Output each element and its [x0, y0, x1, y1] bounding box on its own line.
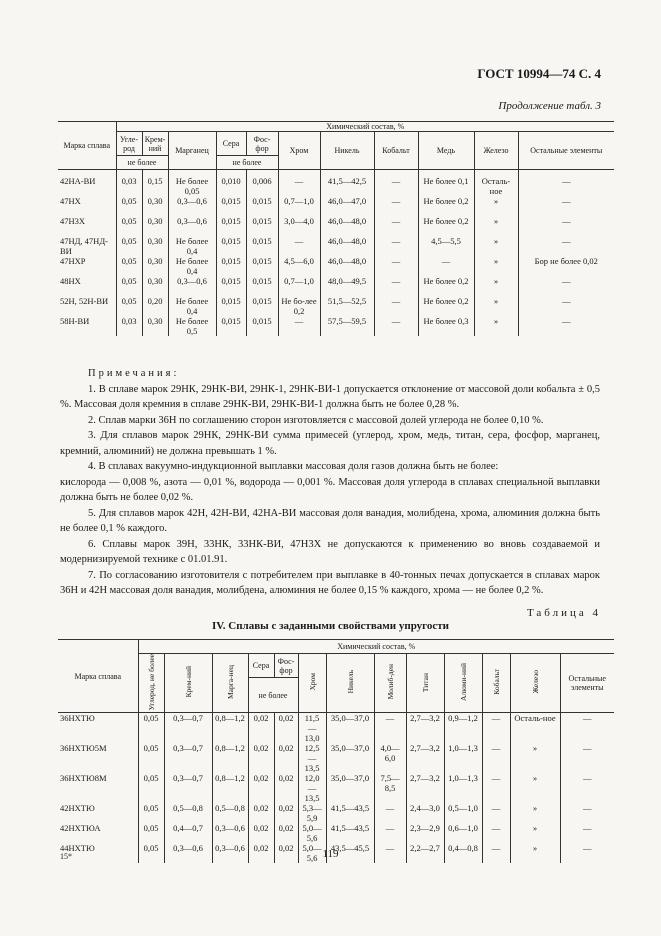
t3-header-chem: Химический состав, % [116, 122, 614, 132]
t4-cell: 0,05 [138, 773, 164, 803]
t4-cell: — [482, 823, 510, 843]
t4-cell: — [482, 713, 510, 744]
t3-cell: 0,015 [216, 316, 246, 336]
t4-header-max: не более [248, 678, 298, 713]
t4-cell: 0,02 [248, 743, 274, 773]
note-7: 7. По согласованию изготовителя с потребителем при выплавке в 40-тонных печах допускается в сплавах марок 36Н и 42Н массовая доля ванадия, молибдена, алюминия не более 0,15 % каждого, хрома — не более 0,2 %. [60, 569, 600, 596]
t3-cell: — [374, 296, 418, 316]
footer-signature-mark: 15* [60, 852, 72, 861]
t3-cell: 4,5—5,5 [418, 236, 474, 256]
t4-cell: — [560, 773, 614, 803]
t3-cell: 0,03 [116, 316, 142, 336]
t3-cell: 46,0—48,0 [320, 256, 374, 276]
t4-cell: 36НХТЮ5М [58, 743, 138, 773]
t4-cell: — [560, 823, 614, 843]
t3-cell: 0,30 [142, 276, 168, 296]
t3-header-sulfur: Сера [216, 132, 246, 156]
t3-cell: — [418, 256, 474, 276]
t4-cell: Осталь-ное [510, 713, 560, 744]
t3-cell: 0,05 [116, 296, 142, 316]
note-2: 2. Сплав марки 36Н по соглашению сторон изготовляется с массовой долей углерода не более 0,10 %. [88, 414, 544, 426]
t4-cell: 0,3—0,6 [164, 843, 212, 863]
t4-cell: 0,05 [138, 743, 164, 773]
t3-cell: — [374, 170, 418, 197]
page-number: 119 [322, 848, 339, 860]
t3-header-nickel: Никель [320, 132, 374, 170]
t3-cell: 0,015 [216, 216, 246, 236]
t4-header-cobalt: Кобальт [491, 669, 501, 696]
t3-cell: 0,05 [116, 216, 142, 236]
t3-cell: 0,3—0,6 [168, 276, 216, 296]
t4-cell: 0,02 [248, 803, 274, 823]
t3-cell: — [518, 236, 614, 256]
t4-header-sulfur: Сера [248, 654, 274, 678]
t3-cell: » [474, 276, 518, 296]
t3-cell: 0,30 [142, 256, 168, 276]
t4-cell: 0,3—0,7 [164, 773, 212, 803]
t3-cell: » [474, 196, 518, 216]
document-header: ГОСТ 10994—74 С. 4 [477, 66, 601, 81]
t3-cell: Не бо-лее 0,2 [278, 296, 320, 316]
t3-cell: — [278, 236, 320, 256]
t3-header-mark: Марка сплава [58, 122, 116, 170]
note-5: 5. Для сплавов марок 42Н, 42Н-ВИ, 42НА-ВИ массовая доля ванадия, молибдена, хрома, алюминия должна быть не более 0,1 % каждого. [60, 507, 600, 534]
t4-cell: 0,5—0,8 [164, 803, 212, 823]
t3-cell: 0,30 [142, 236, 168, 256]
t3-cell: 0,015 [216, 296, 246, 316]
t3-cell: 0,05 [116, 236, 142, 256]
t4-cell: — [482, 803, 510, 823]
t3-cell: Осталь-ное [474, 170, 518, 197]
t3-cell: 0,3—0,6 [168, 196, 216, 216]
t3-cell: 47Н3Х [58, 216, 116, 236]
t4-header-mark: Марка сплава [58, 640, 138, 713]
table-continuation-label: Продолжение табл. 3 [498, 100, 601, 112]
t4-cell: 0,02 [248, 773, 274, 803]
t4-header-chem: Химический состав, % [138, 640, 614, 654]
t3-cell: 0,7—1,0 [278, 276, 320, 296]
t3-cell: — [518, 216, 614, 236]
t3-cell: » [474, 316, 518, 336]
t4-row [58, 773, 614, 803]
t3-header-cobalt: Кобальт [374, 132, 418, 170]
t4-cell: 5,0—5,6 [298, 823, 326, 843]
note-4b: кислорода — 0,008 %, азота — 0,01 %, водорода — 0,001 %. Массовая доля углерода в сплавах специальной выплавки должна быть не более 0,02 %. [60, 476, 600, 503]
t4-header-nickel: Никель [345, 670, 355, 694]
t4-cell: » [510, 843, 560, 863]
t3-cell: Не более 0,4 [168, 256, 216, 276]
t3-cell: » [474, 236, 518, 256]
t4-header-aluminium: Алюми-ний [458, 663, 468, 702]
t3-cell: 4,5—6,0 [278, 256, 320, 276]
t3-cell: Не более 0,05 [168, 170, 216, 197]
t3-cell: Не более 0,2 [418, 296, 474, 316]
t3-cell: 3,0—4,0 [278, 216, 320, 236]
t3-cell: — [374, 236, 418, 256]
t3-row [58, 216, 614, 236]
t3-header-silicon: Крем-ний [142, 132, 168, 156]
note-1: 1. В сплаве марок 29НК, 29НК-ВИ, 29НК-1, 29НК-ВИ-1 допускается отклонение от массовой доли кобальта ± 0,5 %. Массовая доля кремния в сплаве 29НК-ВИ, 29НК-ВИ-1 должна быть не более 0,28 %. [60, 383, 600, 410]
t4-cell: — [560, 713, 614, 744]
t4-cell: 42НХТЮ [58, 803, 138, 823]
t3-cell: 41,5—42,5 [320, 170, 374, 197]
t3-cell: 0,15 [142, 170, 168, 197]
t4-cell: — [560, 803, 614, 823]
t3-cell: 46,0—48,0 [320, 236, 374, 256]
section-title: IV. Сплавы с заданными свойствами упругости [211, 620, 450, 632]
t4-cell: — [374, 843, 406, 863]
t4-cell: 5,3—5,9 [298, 803, 326, 823]
t4-cell: 36НХТЮ8М [58, 773, 138, 803]
t4-header-rest: Остальные элементы [560, 654, 614, 713]
t3-cell: Не более 0,4 [168, 296, 216, 316]
t4-header-chromium: Хром [307, 673, 317, 691]
t3-row [58, 196, 614, 216]
t4-header-iron: Железо [530, 670, 540, 694]
t4-cell: — [482, 773, 510, 803]
t3-row [58, 296, 614, 316]
t3-cell: Не более 0,5 [168, 316, 216, 336]
t4-header-silicon: Крем-ний [183, 666, 193, 698]
t3-cell: Не более 0,3 [418, 316, 474, 336]
t3-row [58, 316, 614, 336]
t3-cell: — [278, 316, 320, 336]
t4-cell: 0,3—0,7 [164, 713, 212, 744]
t4-cell: 0,8—1,2 [212, 773, 248, 803]
t4-cell: » [510, 773, 560, 803]
t3-header-max-1: не более [116, 156, 168, 170]
t3-cell: Не более 0,2 [418, 276, 474, 296]
t4-cell: — [560, 743, 614, 773]
t3-cell: 47НД, 47НД-ВИ [58, 236, 116, 256]
t3-cell: 0,015 [246, 316, 278, 336]
t4-cell: 0,02 [248, 843, 274, 863]
t4-cell: 5,0—5,6 [298, 843, 326, 863]
t4-cell: 0,05 [138, 713, 164, 744]
t4-cell: 0,05 [138, 823, 164, 843]
t3-row [58, 276, 614, 296]
t3-cell: 47НХ [58, 196, 116, 216]
t4-row [58, 823, 614, 843]
t3-cell: — [374, 196, 418, 216]
t3-cell: — [278, 170, 320, 197]
t4-cell: 0,05 [138, 803, 164, 823]
t3-cell: 46,0—48,0 [320, 216, 374, 236]
t4-cell: 0,02 [274, 773, 298, 803]
t3-cell: — [518, 170, 614, 197]
t3-cell: 48,0—49,5 [320, 276, 374, 296]
t4-header-molybdenum: Молиб-ден [385, 664, 395, 700]
t4-cell: 41,5—43,5 [326, 803, 374, 823]
t3-cell: 0,006 [246, 170, 278, 197]
t4-cell: 36НХТЮ [58, 713, 138, 744]
t3-cell: 47НХР [58, 256, 116, 276]
t3-cell: 0,015 [246, 276, 278, 296]
t3-cell: 0,7—1,0 [278, 196, 320, 216]
t4-cell: 2,7—3,2 [406, 743, 444, 773]
t3-cell: — [374, 256, 418, 276]
t3-cell: — [518, 196, 614, 216]
t3-cell: 0,30 [142, 316, 168, 336]
t3-header-iron: Железо [474, 132, 518, 170]
t3-row [58, 256, 614, 276]
t3-cell: Бор не более 0,02 [518, 256, 614, 276]
t4-cell: 0,8—1,2 [212, 713, 248, 744]
t4-cell: 0,9—1,2 [444, 713, 482, 744]
t3-cell: Не более 0,1 [418, 170, 474, 197]
t4-cell: 0,8—1,2 [212, 743, 248, 773]
t4-cell: » [510, 743, 560, 773]
t4-cell: 1,0—1,3 [444, 743, 482, 773]
t3-cell: Не более 0,2 [418, 196, 474, 216]
t3-cell: » [474, 216, 518, 236]
t3-cell: 58Н-ВИ [58, 316, 116, 336]
t3-cell: 0,03 [116, 170, 142, 197]
t4-cell: 0,02 [274, 713, 298, 744]
t3-header-phosphorus: Фос-фор [246, 132, 278, 156]
t4-cell: 35,0—37,0 [326, 773, 374, 803]
t3-cell: 0,30 [142, 216, 168, 236]
t4-cell: 12,0—13,5 [298, 773, 326, 803]
t3-cell: 0,015 [246, 296, 278, 316]
t4-cell: 2,2—2,7 [406, 843, 444, 863]
t4-header-titanium: Титан [420, 672, 430, 692]
t3-cell: 0,05 [116, 256, 142, 276]
t3-cell: 0,015 [216, 196, 246, 216]
t3-cell: 0,20 [142, 296, 168, 316]
notes-title: Примечания: [88, 368, 180, 379]
t3-cell: 52Н, 52Н-ВИ [58, 296, 116, 316]
t4-cell: » [510, 823, 560, 843]
t3-header-max-2: не более [216, 156, 278, 170]
t4-cell: — [374, 823, 406, 843]
t3-row [58, 170, 614, 197]
t4-cell: 0,3—0,6 [212, 823, 248, 843]
t4-cell: 35,0—37,0 [326, 713, 374, 744]
t4-cell: 43,5—45,5 [326, 843, 374, 863]
t4-cell: 0,5—0,8 [212, 803, 248, 823]
t3-cell: — [518, 296, 614, 316]
t4-cell: 0,02 [274, 803, 298, 823]
t4-cell: 4,0—6,0 [374, 743, 406, 773]
t4-cell: — [560, 843, 614, 863]
t3-cell: 48НХ [58, 276, 116, 296]
t3-cell: 0,015 [246, 236, 278, 256]
t4-header-phosphorus: Фос-фор [274, 654, 298, 678]
note-6: 6. Сплавы марок 39Н, 33НК, 33НК-ВИ, 47Н3Х не допускаются к применению во вновь создаваемой и модернизируемой технике с 01.01.91. [60, 538, 600, 565]
t3-cell: 0,015 [246, 256, 278, 276]
t3-cell: 42НА-ВИ [58, 170, 116, 197]
table-4 [58, 639, 614, 863]
t4-cell: 0,02 [274, 823, 298, 843]
t4-cell: — [482, 843, 510, 863]
t4-cell: 11,5—13,0 [298, 713, 326, 744]
t3-cell: — [374, 316, 418, 336]
t3-cell: 0,05 [116, 196, 142, 216]
t4-cell: 0,05 [138, 843, 164, 863]
t4-cell: 2,4—3,0 [406, 803, 444, 823]
t4-cell: 0,02 [248, 823, 274, 843]
t3-cell: — [374, 216, 418, 236]
t3-cell: — [518, 276, 614, 296]
t3-cell: 0,05 [116, 276, 142, 296]
t3-cell: 57,5—59,5 [320, 316, 374, 336]
t3-cell: 0,015 [246, 216, 278, 236]
notes [60, 366, 600, 599]
t4-cell: 0,02 [274, 743, 298, 773]
t4-cell: 44НХТЮ [58, 843, 138, 863]
t4-header-manganese: Марга-нец [225, 665, 235, 700]
t3-cell: 0,3—0,6 [168, 216, 216, 236]
t3-cell: 0,015 [216, 236, 246, 256]
t4-cell: 0,3—0,7 [164, 743, 212, 773]
t4-cell: 0,4—0,8 [444, 843, 482, 863]
t4-cell: 2,7—3,2 [406, 713, 444, 744]
t3-cell: Не более 0,2 [418, 216, 474, 236]
note-3: 3. Для сплавов марок 29НК, 29НК-ВИ сумма примесей (углерод, хром, медь, титан, сера, фосфор, марганец, кремний, алюминий) не должна превышать 1 %. [60, 430, 600, 457]
t3-cell: — [374, 276, 418, 296]
table-4-label: Таблица 4 [526, 607, 601, 619]
t3-row [58, 236, 614, 256]
t4-cell: 0,02 [274, 843, 298, 863]
t3-header-manganese: Марганец [168, 132, 216, 170]
t3-cell: 0,010 [216, 170, 246, 197]
t4-cell: — [374, 713, 406, 744]
t4-row [58, 743, 614, 773]
t3-cell: 51,5—52,5 [320, 296, 374, 316]
t4-cell: 0,3—0,6 [212, 843, 248, 863]
t4-cell: — [374, 803, 406, 823]
table-3 [58, 121, 614, 336]
t4-row [58, 803, 614, 823]
t4-cell: 7,5—8,5 [374, 773, 406, 803]
t3-header-rest: Остальные элементы [518, 132, 614, 170]
t3-header-carbon: Угле-род [116, 132, 142, 156]
t3-cell: 0,015 [216, 276, 246, 296]
t4-cell: 0,5—1,0 [444, 803, 482, 823]
t4-cell: 35,0—37,0 [326, 743, 374, 773]
t4-cell: 0,4—0,7 [164, 823, 212, 843]
t4-cell: 0,02 [248, 713, 274, 744]
t3-cell: » [474, 256, 518, 276]
t3-cell: — [518, 316, 614, 336]
t3-cell: Не более 0,4 [168, 236, 216, 256]
t4-cell: 12,5—13,5 [298, 743, 326, 773]
t4-cell: 2,3—2,9 [406, 823, 444, 843]
t4-cell: 42НХТЮА [58, 823, 138, 843]
t4-cell: » [510, 803, 560, 823]
t3-cell: 0,015 [246, 196, 278, 216]
t4-cell: 0,6—1,0 [444, 823, 482, 843]
t4-row [58, 713, 614, 744]
t3-cell: 46,0—47,0 [320, 196, 374, 216]
t3-header-copper: Медь [418, 132, 474, 170]
t4-header-carbon: Углерод, не более [146, 654, 156, 711]
t4-cell: 1,0—1,3 [444, 773, 482, 803]
t3-cell: 0,30 [142, 196, 168, 216]
t3-cell: 0,015 [216, 256, 246, 276]
t3-cell: » [474, 296, 518, 316]
t4-cell: 2,7—3,2 [406, 773, 444, 803]
t3-header-chromium: Хром [278, 132, 320, 170]
note-4a: 4. В сплавах вакуумно-индукционной выплавки массовая доля газов должна быть не более: [88, 461, 499, 472]
t4-cell: 41,5—43,5 [326, 823, 374, 843]
t4-cell: — [482, 743, 510, 773]
